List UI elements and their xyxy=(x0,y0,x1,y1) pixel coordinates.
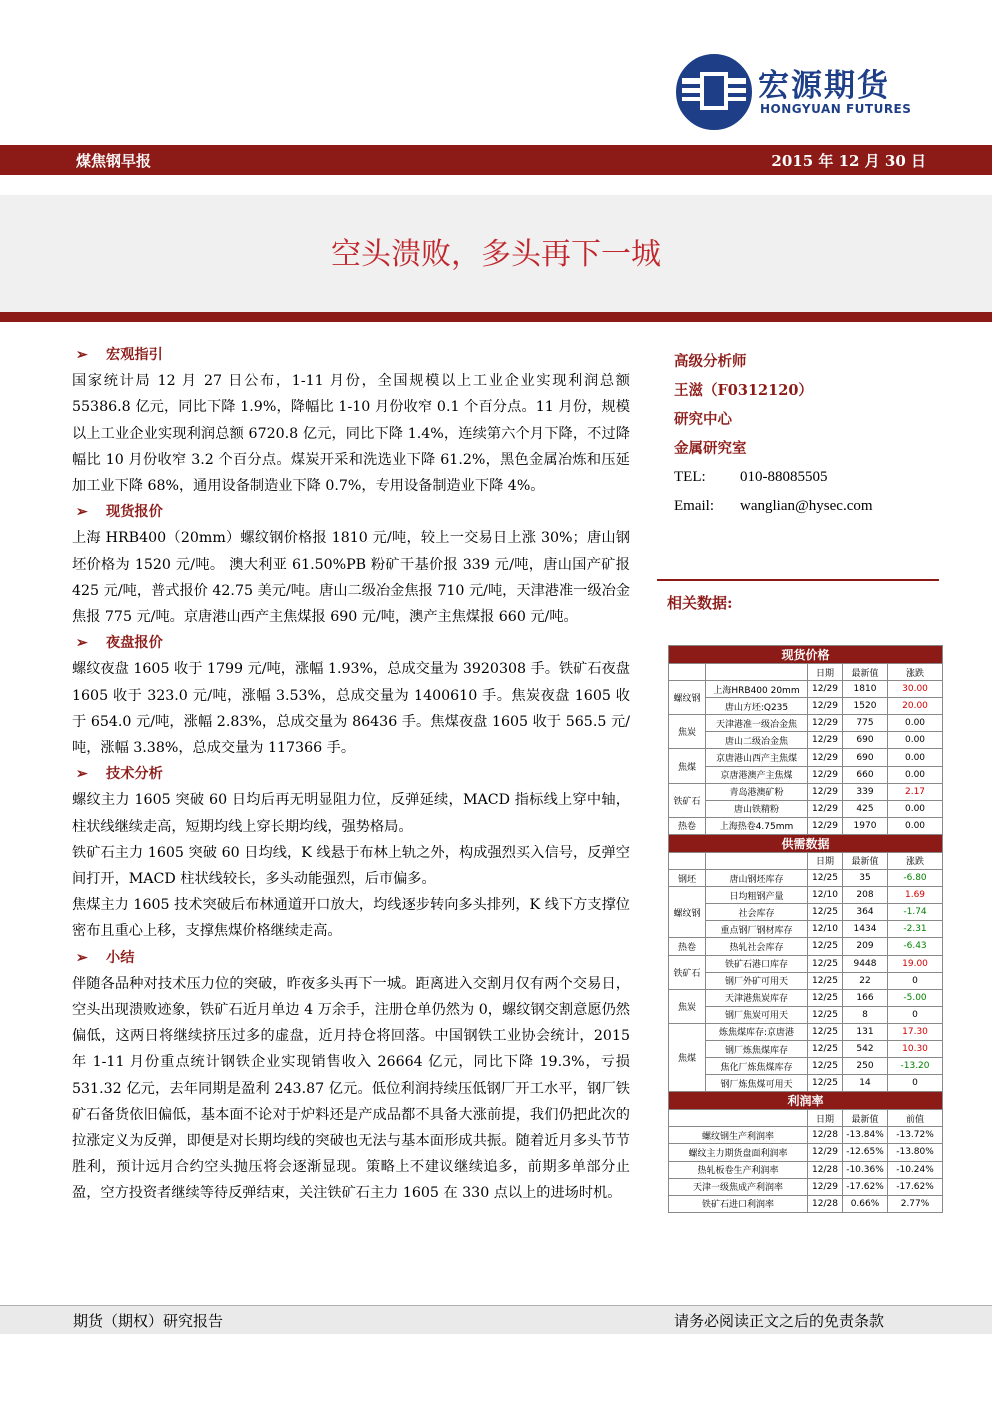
table-row-name: 钢厂外矿可用天 xyxy=(706,972,808,989)
footer-report-label: 期货（期权）研究报告 xyxy=(73,1312,224,1330)
table-row-change: -5.00 xyxy=(888,989,943,1006)
table-row xyxy=(669,904,943,921)
section-paragraph: 螺纹主力 1605 突破 60 日均后再无明显阻力位，反弹延续，MACD 指标线上穿中轴，柱状线继续走高，短期均线上穿长期均线，强势格局。 xyxy=(72,792,630,835)
table-column-label: 前值 xyxy=(888,1110,943,1127)
table-row-value: 22 xyxy=(843,972,888,989)
table-row-change: -2.31 xyxy=(888,921,943,938)
table-row-date: 12/29 xyxy=(808,783,843,800)
section-paragraph: 铁矿石主力 1605 突破 60 日均线，K 线悬于布林上轨之外，构成强烈买入信号，反弹空间打开，MACD 柱状线较长，多头动能强烈，后市偏多。 xyxy=(72,844,630,887)
table-row xyxy=(669,1006,943,1023)
table-row-name: 唐山方坯:Q235 xyxy=(706,698,808,715)
table-row-name: 炼焦煤库存:京唐港 xyxy=(706,1023,808,1040)
table-row-date: 12/29 xyxy=(808,698,843,715)
table-row-value: -17.62% xyxy=(843,1178,888,1195)
title-band xyxy=(0,195,992,312)
table-group-header xyxy=(669,834,943,852)
table-row-name: 螺纹主力期货盘面利润率 xyxy=(669,1144,808,1161)
table-row-category: 热卷 xyxy=(669,817,706,834)
table-row-value: 660 xyxy=(843,766,888,783)
table-row-value: -13.84% xyxy=(843,1127,888,1144)
table-row-category: 热卷 xyxy=(669,938,706,955)
table-row-category: 钢坯 xyxy=(669,870,706,887)
section-paragraph: 焦煤主力 1605 技术突破后布林通道开口放大，均线逐步转向多头排列，K 线下方支撑位密布且重心上移，支撑焦煤价格继续走高。 xyxy=(72,897,630,940)
bullet-arrow-icon: ➢ xyxy=(76,766,88,783)
table-row xyxy=(669,1144,943,1161)
table-row-date: 12/25 xyxy=(808,972,843,989)
table-row xyxy=(669,1058,943,1075)
table-row-change: 0 xyxy=(888,972,943,989)
table-row-name: 上海热卷4.75mm xyxy=(706,817,808,834)
table-row xyxy=(669,989,943,1006)
table-group-title: 利润率 xyxy=(669,1092,943,1110)
table-row-change: 20.00 xyxy=(888,698,943,715)
table-row-change: -13.20 xyxy=(888,1058,943,1075)
table-row-change: 0.00 xyxy=(888,732,943,749)
table-row-name: 上海HRB400 20mm xyxy=(706,681,808,698)
table-row-change: 0.00 xyxy=(888,749,943,766)
table-group-title: 供需数据 xyxy=(669,834,943,852)
section-heading xyxy=(72,499,630,525)
table-row-name: 天津一级焦成产利润率 xyxy=(669,1178,808,1195)
page-footer xyxy=(0,1306,992,1334)
section-heading xyxy=(72,761,630,787)
table-row-value: 364 xyxy=(843,904,888,921)
table-row-value: 1520 xyxy=(843,698,888,715)
analyst-name: 王滋（F0312120） xyxy=(674,382,813,399)
table-row-date: 12/25 xyxy=(808,1006,843,1023)
table-row xyxy=(669,870,943,887)
section-heading-text: 夜盘报价 xyxy=(106,635,163,652)
table-row-name: 钢厂炼焦煤库存 xyxy=(706,1040,808,1057)
table-row-change: 10.30 xyxy=(888,1040,943,1057)
table-row-value: 250 xyxy=(843,1058,888,1075)
table-row-value: -10.36% xyxy=(843,1161,888,1178)
table-row-name: 唐山钢坯库存 xyxy=(706,870,808,887)
table-row-value: 542 xyxy=(843,1040,888,1057)
analyst-tel xyxy=(674,463,954,492)
table-row-change: 0 xyxy=(888,1006,943,1023)
table-column-label: 涨跌 xyxy=(888,852,943,869)
table-row-value: 35 xyxy=(843,870,888,887)
table-row xyxy=(669,972,943,989)
table-column-label xyxy=(669,852,706,869)
analyst-sidebar xyxy=(674,347,954,521)
table-row-name: 唐山铁精粉 xyxy=(706,800,808,817)
table-row-value: 425 xyxy=(843,800,888,817)
table-row xyxy=(669,766,943,783)
table-row xyxy=(669,800,943,817)
table-row xyxy=(669,1040,943,1057)
table-row xyxy=(669,1127,943,1144)
table-row-date: 12/28 xyxy=(808,1195,843,1212)
table-row-date: 12/29 xyxy=(808,766,843,783)
table-row-date: 12/25 xyxy=(808,1058,843,1075)
table-row-value: 1434 xyxy=(843,921,888,938)
table-column-header xyxy=(669,852,943,869)
table-row-value: 166 xyxy=(843,989,888,1006)
table-row-change: 19.00 xyxy=(888,955,943,972)
table-row-name: 社会库存 xyxy=(706,904,808,921)
section-heading-text: 现货报价 xyxy=(106,504,163,521)
table-group-title: 现货价格 xyxy=(669,646,943,664)
table-row-change: -6.80 xyxy=(888,870,943,887)
table-column-label xyxy=(669,664,706,681)
table-row-change: 0.00 xyxy=(888,800,943,817)
table-row-value: 9448 xyxy=(843,955,888,972)
table-row-change: -1.74 xyxy=(888,904,943,921)
company-logo xyxy=(676,54,936,130)
table-group-header xyxy=(669,1092,943,1110)
table-row-change: 0.00 xyxy=(888,766,943,783)
table-row-category: 螺纹钢 xyxy=(669,887,706,938)
bullet-arrow-icon: ➢ xyxy=(76,504,88,521)
section-heading xyxy=(72,630,630,656)
sidebar-divider xyxy=(657,579,939,581)
table-row xyxy=(669,955,943,972)
logo-chinese-name: 宏源期货 xyxy=(758,68,890,104)
table-row-value: 131 xyxy=(843,1023,888,1040)
table-row xyxy=(669,732,943,749)
table-row-date: 12/25 xyxy=(808,1040,843,1057)
section-heading-text: 技术分析 xyxy=(106,766,163,783)
section-heading xyxy=(72,342,630,368)
table-row-date: 12/29 xyxy=(808,749,843,766)
table-row-value: 0.66% xyxy=(843,1195,888,1212)
table-row-value: 690 xyxy=(843,749,888,766)
section-heading-text: 小结 xyxy=(106,949,135,966)
report-type: 煤焦钢早报 xyxy=(76,152,152,170)
table-row-date: 12/29 xyxy=(808,800,843,817)
table-row xyxy=(669,749,943,766)
table-row-date: 12/25 xyxy=(808,904,843,921)
table-row-change: 0.00 xyxy=(888,715,943,732)
table-row-date: 12/29 xyxy=(808,732,843,749)
main-content xyxy=(72,342,630,1207)
table-column-label: 日期 xyxy=(808,852,843,869)
table-row-category: 铁矿石 xyxy=(669,955,706,989)
table-row-date: 12/29 xyxy=(808,715,843,732)
table-row-name: 钢厂炼焦煤可用天 xyxy=(706,1075,808,1092)
table-row-value: 14 xyxy=(843,1075,888,1092)
logo-emblem-icon xyxy=(676,54,752,130)
table-row-value: 8 xyxy=(843,1006,888,1023)
table-row xyxy=(669,715,943,732)
table-row-change: 17.30 xyxy=(888,1023,943,1040)
table-row-date: 12/25 xyxy=(808,989,843,1006)
table-row-name: 唐山二级冶金焦 xyxy=(706,732,808,749)
table-row-name: 螺纹钢生产利润率 xyxy=(669,1127,808,1144)
table-row xyxy=(669,921,943,938)
table-row-change: 0 xyxy=(888,1075,943,1092)
table-row-value: 339 xyxy=(843,783,888,800)
table-row-name: 钢厂焦炭可用天 xyxy=(706,1006,808,1023)
table-column-label: 最新值 xyxy=(843,852,888,869)
table-column-label: 日期 xyxy=(808,1110,843,1127)
table-row-name: 热轧板卷生产利润率 xyxy=(669,1161,808,1178)
report-title: 空头溃败，多头再下一城 xyxy=(331,237,661,272)
table-column-label: 最新值 xyxy=(843,1110,888,1127)
section-heading xyxy=(72,945,630,971)
table-row-name: 铁矿石港口库存 xyxy=(706,955,808,972)
table-row xyxy=(669,783,943,800)
table-row-change: -6.43 xyxy=(888,938,943,955)
table-row-value: 1970 xyxy=(843,817,888,834)
table-column-label xyxy=(706,852,808,869)
table-row xyxy=(669,698,943,715)
table-column-header xyxy=(669,664,943,681)
table-row xyxy=(669,817,943,834)
report-date: 2015 年 12 月 30 日 xyxy=(771,152,926,170)
table-row-category: 焦炭 xyxy=(669,989,706,1023)
table-row-value: 209 xyxy=(843,938,888,955)
table-row-date: 12/25 xyxy=(808,870,843,887)
table-row-name: 青岛港澳矿粉 xyxy=(706,783,808,800)
table-row-name: 铁矿石进口利润率 xyxy=(669,1195,808,1212)
market-data-table xyxy=(668,645,943,1213)
table-row-previous: 2.77% xyxy=(888,1195,943,1212)
table-row-category: 焦煤 xyxy=(669,749,706,783)
table-row-previous: -13.80% xyxy=(888,1144,943,1161)
table-row-name: 京唐港澳产主焦煤 xyxy=(706,766,808,783)
bullet-arrow-icon: ➢ xyxy=(76,635,88,652)
section-paragraph: 伴随各品种对技术压力位的突破，昨夜多头再下一城。距离进入交割月仅有两个交易日，空头出现溃败迹象，铁矿石近月单边 4 万余手，注册仓单仍然为 0，螺纹钢交割意愿仍然偏低，这两日将继续挤压过多的虚盘，近月持仓将回落。中国钢铁工业协会统计，2015 年 1-11 月份重点统计钢铁企业实现销售收入 26664 亿元，同比下降 19.3%，亏损 531.32 亿元，去年同期是盈利 243.87 亿元。低位利润持续压低钢厂开工水平，钢厂铁矿石备货依旧偏低，基本面不论对于炉料还是产成品都不具备大涨前提，我们仍把此次的拉涨定义为反弹，即便是对长期均线的突破也无法与基本面形成共振。随着近月多头节节胜利，预计远月合约空头抛压将会逐渐显现。策略上不建议继续追多，前期多单部分止盈，空方投资者继续等待反弹结束，关注铁矿石主力 1605 在 330 点以上的进场时机。 xyxy=(72,975,630,1202)
title-divider xyxy=(0,312,992,322)
table-row-date: 12/25 xyxy=(808,1023,843,1040)
table-row-value: 775 xyxy=(843,715,888,732)
department-metals: 金属研究室 xyxy=(674,440,747,457)
table-row-date: 12/29 xyxy=(808,1178,843,1195)
table-row-date: 12/29 xyxy=(808,1144,843,1161)
table-row xyxy=(669,938,943,955)
table-row-date: 12/25 xyxy=(808,1075,843,1092)
table-row xyxy=(669,681,943,698)
table-row-date: 12/25 xyxy=(808,955,843,972)
section-paragraph: 螺纹夜盘 1605 收于 1799 元/吨，涨幅 1.93%，总成交量为 3920308 手。铁矿石夜盘 1605 收于 323.0 元/吨，涨幅 3.53%，总成交量为 1400610 手。焦炭夜盘 1605 收于 654.0 元/吨，涨幅 2.83%，总成交量为 86436 手。焦煤夜盘 1605 收于 565.5 元/吨，涨幅 3.38%，总成交量为 117366 手。 xyxy=(72,661,630,756)
table-row xyxy=(669,1023,943,1040)
table-row-date: 12/29 xyxy=(808,681,843,698)
section-heading-text: 宏观指引 xyxy=(106,347,163,363)
table-row-date: 12/29 xyxy=(808,817,843,834)
table-row-date: 12/28 xyxy=(808,1127,843,1144)
table-row-value: -12.65% xyxy=(843,1144,888,1161)
table-row-category: 螺纹钢 xyxy=(669,681,706,715)
table-row-value: 208 xyxy=(843,887,888,904)
table-row-name: 京唐港山西产主焦煤 xyxy=(706,749,808,766)
table-row xyxy=(669,1178,943,1195)
table-row-category: 焦煤 xyxy=(669,1023,706,1091)
department-research-center: 研究中心 xyxy=(674,411,732,428)
table-row-value: 690 xyxy=(843,732,888,749)
table-row-date: 12/25 xyxy=(808,938,843,955)
table-row-value: 1810 xyxy=(843,681,888,698)
table-row-category: 焦炭 xyxy=(669,715,706,749)
table-row-previous: -13.72% xyxy=(888,1127,943,1144)
table-row-name: 天津港准一级冶金焦 xyxy=(706,715,808,732)
table-row-name: 热轧社会库存 xyxy=(706,938,808,955)
table-row-name: 重点钢厂钢材库存 xyxy=(706,921,808,938)
table-column-label: 最新值 xyxy=(843,664,888,681)
table-row-change: 0.00 xyxy=(888,817,943,834)
table-row-change: 1.69 xyxy=(888,887,943,904)
table-row-date: 12/10 xyxy=(808,921,843,938)
table-row-date: 12/10 xyxy=(808,887,843,904)
table-column-label: 涨跌 xyxy=(888,664,943,681)
table-row-previous: -10.24% xyxy=(888,1161,943,1178)
table-column-label: 日期 xyxy=(808,664,843,681)
table-row xyxy=(669,1075,943,1092)
footer-disclaimer-note: 请务必阅读正文之后的免责条款 xyxy=(673,1312,884,1330)
table-row-name: 天津港焦炭库存 xyxy=(706,989,808,1006)
table-row-previous: -17.62% xyxy=(888,1178,943,1195)
table-column-label xyxy=(706,664,808,681)
table-group-header xyxy=(669,646,943,664)
table-row-name: 日均粗钢产量 xyxy=(706,887,808,904)
bullet-arrow-icon: ➢ xyxy=(76,949,88,966)
table-row xyxy=(669,1161,943,1178)
analyst-email xyxy=(674,492,954,521)
table-row-change: 2.17 xyxy=(888,783,943,800)
tel-label: TEL: xyxy=(674,469,706,485)
table-row xyxy=(669,887,943,904)
email-link[interactable]: wanglian@hysec.com xyxy=(740,498,873,514)
report-header-bar xyxy=(0,145,992,175)
tel-value: 010-88085505 xyxy=(740,469,828,485)
analyst-role: 高级分析师 xyxy=(674,353,747,370)
table-column-label xyxy=(669,1110,808,1127)
table-row-change: 30.00 xyxy=(888,681,943,698)
section-paragraph: 上海 HRB400（20mm）螺纹钢价格报 1810 元/吨，较上一交易日上涨 30%；唐山钢坯价格为 1520 元/吨。 澳大利亚 61.50%PB 粉矿干基价报 339 元/吨，唐山国产矿报 425 元/吨，普式报价 42.75 美元/吨。唐山二级冶金焦报 710 元/吨，天津港准一级冶金焦报 775 元/吨。京唐港山西产主焦煤报 690 元/吨，澳产主焦煤报 660 元/吨。 xyxy=(72,530,630,625)
email-label: Email: xyxy=(674,498,714,514)
table-row-category: 铁矿石 xyxy=(669,783,706,817)
table-column-header xyxy=(669,1110,943,1127)
bullet-arrow-icon: ➢ xyxy=(76,347,88,363)
table-row-name: 焦化厂炼焦煤库存 xyxy=(706,1058,808,1075)
table-row xyxy=(669,1195,943,1212)
table-row-date: 12/28 xyxy=(808,1161,843,1178)
section-paragraph: 国家统计局 12 月 27 日公布，1-11 月份，全国规模以上工业企业实现利润总额 55386.8 亿元，同比下降 1.9%，降幅比 1-10 月份收窄 0.1 个百分点。11 月份，规模以上工业企业实现利润总额 6720.8 亿元，同比下降 1.4%，连续第六个月下降，不过降幅比 10 月份收窄 3.2 个百分点。煤炭开采和洗选业下降 61.2%，黑色金属冶炼和压延加工业下降 68%，通用设备制造业下降 0.7%，专用设备制造业下降 4%。 xyxy=(72,373,630,494)
logo-english-name: HONGYUAN FUTURES xyxy=(760,102,912,116)
related-data-label: 相关数据: xyxy=(667,594,733,612)
